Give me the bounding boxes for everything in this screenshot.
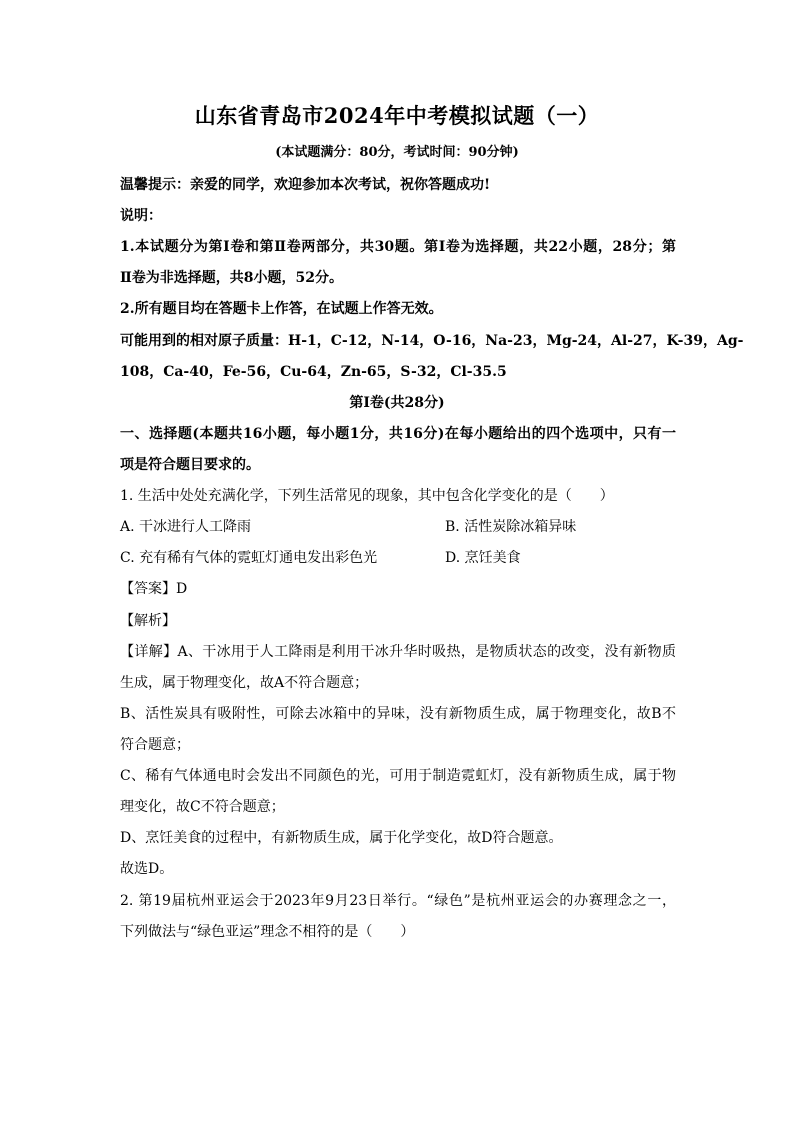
exam-title: 山东省青岛市2024年中考模拟试题（一） [194,103,600,128]
question-1-detail-line-1: 【详解】A、干冰用于人工降雨是利用干冰升华时吸热，是物质状态的改变，没有新物质 [120,644,676,660]
instruction-1-line-1: 1.本试题分为第Ⅰ卷和第Ⅱ卷两部分，共30题。第Ⅰ卷为选择题，共22小题，28分；第 [120,239,676,255]
question-1-analysis-heading: 【解析】 [120,613,176,629]
section-heading-line-2: 项是符合题目要求的。 [120,457,260,473]
atomic-masses-line-1: 可能用到的相对原子质量：H-1，C-12，N-14，O-16，Na-23，Mg-24，Al-27，K-39，Ag- [120,333,744,349]
section-heading-line-1: 一、选择题(本题共16小题，每小题1分，共16分)在每小题给出的四个选项中，只有一 [120,426,676,442]
question-1-detail-c-line-1: C、稀有气体通电时会发出不同颜色的光，可用于制造霓虹灯，没有新物质生成，属于物 [120,768,676,784]
part-heading: 第Ⅰ卷(共28分) [349,395,445,411]
question-1-detail-b-line-2: 符合题意； [120,737,190,753]
question-1-option-a: A. 干冰进行人工降雨 [120,519,252,535]
question-1-detail-line-2: 生成，属于物理变化，故A不符合题意； [120,675,369,691]
question-1-detail-d: D、烹饪美食的过程中，有新物质生成，属于化学变化，故D符合题意。 [120,830,563,846]
question-1-option-c: C. 充有稀有气体的霓虹灯通电发出彩色光 [120,550,378,566]
greeting-text: 温馨提示：亲爱的同学，欢迎参加本次考试，祝你答题成功! [120,177,491,193]
question-2-stem-line-1: 2. 第19届杭州亚运会于2023年9月23日举行。“绿色”是杭州亚运会的办赛理念之一， [120,893,676,909]
question-1-stem: 1. 生活中处处充满化学，下列生活常见的现象，其中包含化学变化的是（ ） [120,488,614,504]
question-1-detail-c-line-2: 理变化，故C不符合题意； [120,799,285,815]
question-1-answer: 【答案】D [120,581,188,597]
instruction-2: 2.所有题目均在答题卡上作答，在试题上作答无效。 [120,301,443,317]
question-2-stem-line-2: 下列做法与“绿色亚运”理念不相符的是（ ） [120,924,415,940]
instruction-1-line-2: Ⅱ卷为非选择题，共8小题，52分。 [120,270,344,286]
instructions-heading: 说明： [120,208,162,224]
atomic-masses-line-2: 108，Ca-40，Fe-56，Cu-64，Zn-65，S-32，Cl-35.5 [120,364,507,380]
exam-subtitle: (本试题满分：80分，考试时间：90分钟) [275,145,519,160]
question-1-option-d: D. 烹饪美食 [445,550,521,566]
question-1-option-b: B. 活性炭除冰箱异味 [445,519,577,535]
question-1-conclusion: 故选D。 [120,861,174,877]
question-1-detail-b-line-1: B、活性炭具有吸附性，可除去冰箱中的异味，没有新物质生成，属于物理变化，故B不 [120,706,676,722]
